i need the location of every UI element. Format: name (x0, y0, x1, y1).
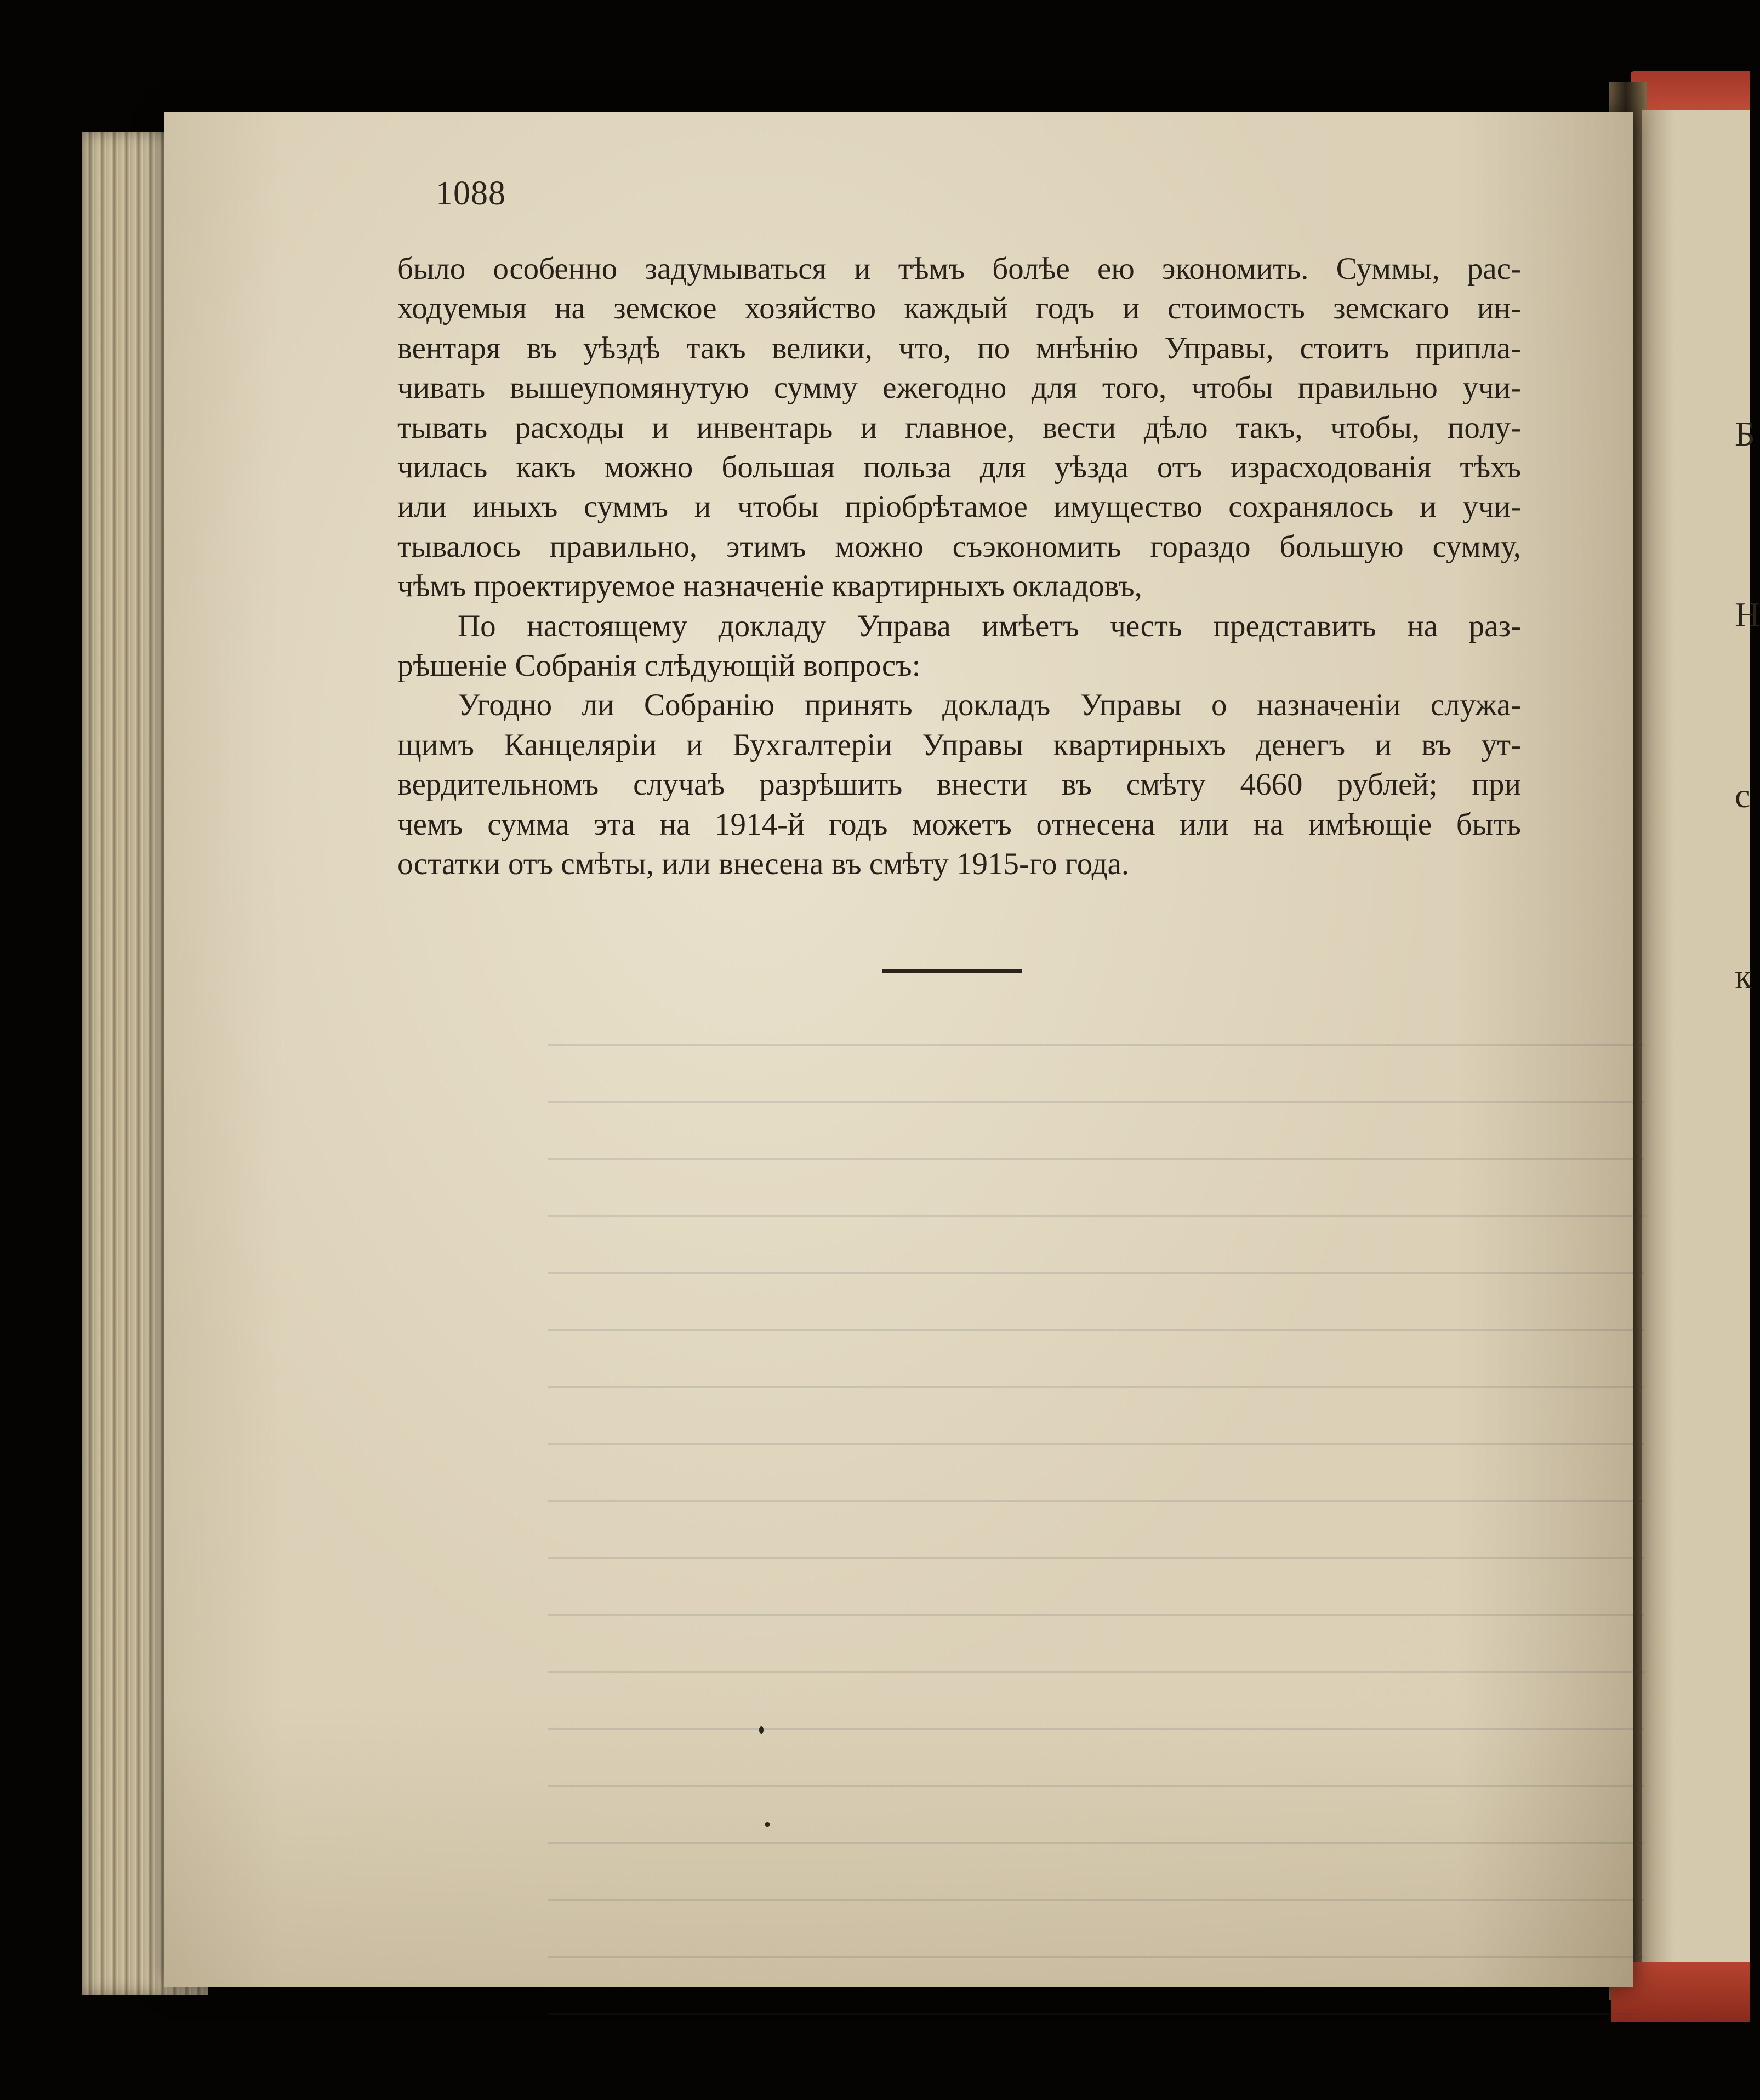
text-line: чемъ сумма эта на 1914-й годъ можетъ отнесена или на имѣющіе быть (397, 807, 1521, 842)
page-number: 1088 (436, 175, 506, 212)
text-line: чивать вышеупомянутую сумму ежегодно для того, чтобы правильно учи- (397, 370, 1521, 406)
paper-speck (759, 1726, 764, 1734)
bleed-through-table (548, 989, 1644, 2030)
text-line: или иныхъ суммъ и чтобы пріобрѣтамое имущество сохранялось и учи- (397, 489, 1521, 524)
facing-page-sliver (1642, 110, 1750, 1995)
text-line: По настоящему докладу Управа имѣетъ честь представить на раз- (458, 608, 1521, 643)
text-line: вердительномъ случаѣ разрѣшить внести въ смѣту 4660 рублей; при (397, 767, 1521, 802)
paragraph (397, 686, 1521, 884)
text-line: вентаря въ уѣздѣ такъ велики, что, по мнѣнію Управы, стоитъ припла- (397, 330, 1521, 366)
facing-page-glyph: к (1735, 957, 1752, 996)
text-line: чилась какъ можно большая польза для уѣзда отъ израсходованія тѣхъ (397, 450, 1521, 485)
text-line: чѣмъ проектируемое назначеніе квартирныхъ окладовъ, (397, 569, 1142, 604)
facing-page-glyph: Н (1735, 595, 1760, 634)
facing-page-text (1735, 416, 1760, 1140)
text-line: было особенно задумываться и тѣмъ болѣе ею экономить. Суммы, рас- (397, 252, 1521, 286)
paragraph (397, 607, 1521, 686)
text-line: ходуемыя на земское хозяйство каждый годъ и стоимость земскаго ин- (397, 291, 1521, 326)
text-line: рѣшеніе Собранія слѣдующій вопросъ: (397, 648, 921, 683)
body-text (397, 249, 1521, 884)
paragraph (397, 249, 1521, 607)
section-rule (882, 969, 1022, 973)
facing-page-glyph: Б (1735, 414, 1755, 453)
text-line: тывать расходы и инвентарь и главное, вести дѣло такъ, чтобы, полу- (397, 410, 1521, 445)
text-line: щимъ Канцеляріи и Бухгалтеріи Управы квартирныхъ денегъ и въ ут- (397, 727, 1521, 762)
paper-speck (765, 1822, 770, 1827)
text-line: остатки отъ смѣты, или внесена въ смѣту 1915-го года. (397, 847, 1130, 882)
text-line: тывалось правильно, этимъ можно съэкономить гораздо большую сумму, (397, 529, 1521, 564)
text-line: Угодно ли Собранію принять докладъ Управы о назначеніи служа- (458, 688, 1521, 723)
facing-page-glyph: с (1735, 776, 1751, 815)
